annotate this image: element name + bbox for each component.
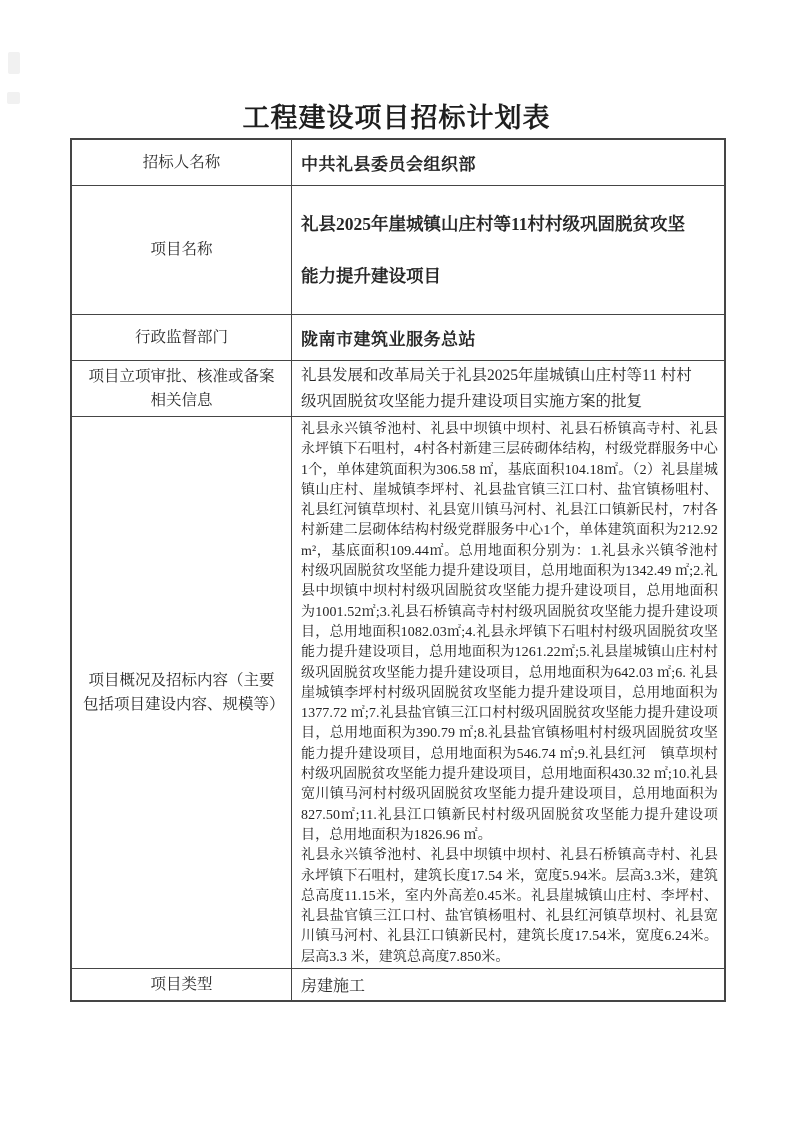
bidder-name-text: 中共礼县委员会组织部 [301, 155, 476, 174]
row-value [292, 361, 724, 416]
row-value [292, 186, 724, 314]
row-value [292, 969, 724, 1000]
scan-artifact [8, 52, 20, 74]
row-label: 项目概况及招标内容（主要包括项目建设内容、规模等） [72, 417, 292, 968]
approval-info-line: 级巩固脱贫攻坚能力提升建设项目实施方案的批复 [301, 392, 643, 410]
bidding-plan-table [70, 138, 726, 1002]
row-label: 项目类型 [72, 969, 292, 1000]
table-row-project-type [72, 968, 724, 1000]
row-label: 项目立项审批、核准或备案相关信息 [72, 361, 292, 416]
row-label: 项目名称 [72, 186, 292, 314]
page-title: 工程建设项目招标计划表 [242, 103, 551, 133]
table-row-bidder-name [72, 140, 724, 185]
row-value [292, 417, 724, 968]
supervisory-dept-text: 陇南市建筑业服务总站 [301, 330, 476, 349]
table-row-project-name [72, 185, 724, 314]
project-name-line: 礼县2025年崖城镇山庄村等11村村级巩固脱贫攻坚 [301, 214, 686, 234]
overview-paragraph: 礼县永兴镇爷池村、礼县中坝镇中坝村、礼县石桥镇高寺村、礼县永坪镇下石咀村，4村各村新建三层砖砌体结构，村级党群服务中心1个，单体建筑面积为306.58 ㎡，基底面积104.18㎡。（2）礼县崖城镇山庄村、崖城镇李坪村、礼县盐官镇三江口村、盐官镇杨咀村、礼县红河镇草坝村、礼县宽川镇马河村、礼县江口镇新民村，7村各村新建二层砌体结构村级党群服务中心1个，单体建筑面积为212.92 m²，基底面积109.44㎡。总用地面积分别为：1.礼县永兴镇爷池村村级巩固脱贫攻坚能力提升建设项目，总用地面积为1342.49 ㎡;2.礼县中坝镇中坝村村级巩固脱贫攻坚能力提升建设项目，总用地面积为1001.52㎡;3.礼县石桥镇高寺村村级巩固脱贫攻坚能力提升建设项目，总用地面积1082.03㎡;4.礼县永坪镇下石咀村村级巩固脱贫攻坚能力提升建设项目，总用地面积为1261.22㎡;5.礼县崖城镇山庄村村级巩固脱贫攻坚能力提升建设项目，总用地面积为642.03 ㎡;6. 礼县崖城镇李坪村村级巩固脱贫攻坚能力提升建设项目，总用地面积为1377.72 ㎡;7.礼县盐官镇三江口村村级巩固脱贫攻坚能力提升建设项目，总用地面积为390.79 ㎡;8.礼县盐官镇杨咀村村级巩固脱贫攻坚能力提升建设项目，总用地面积为546.74 ㎡;9.礼县红河 镇草坝村村级巩固脱贫攻坚能力提升建设项目，总用地面积430.32 ㎡;10.礼县宽川镇马河村村级巩固脱贫攻坚能力提升建设项目，总用地面积为827.50㎡;11.礼县江口镇新民村村级巩固脱贫攻坚能力提升建设项目，总用地面积为1826.96 ㎡。 [301, 422, 718, 843]
row-value [292, 315, 724, 360]
row-value [292, 140, 724, 185]
overview-paragraph: 礼县永兴镇爷池村、礼县中坝镇中坝村、礼县石桥镇高寺村、礼县永坪镇下石咀村，建筑长度17.54 米，宽度5.94米。层高3.3米，建筑总高度11.15米，室内外高差0.45米。礼县崖城镇山庄村、李坪村、礼县盐官镇三江口村、盐官镇杨咀村、礼县红河镇草坝村、礼县宽川镇马河村、礼县江口镇新民村，建筑长度17.54米，宽度6.24米。层高3.3 米，建筑总高度7.850米。 [301, 848, 718, 965]
row-label: 行政监督部门 [72, 315, 292, 360]
project-type-text: 房建施工 [301, 978, 366, 995]
table-row-project-overview [72, 416, 724, 968]
table-row-supervisory-dept [72, 314, 724, 360]
row-label: 招标人名称 [72, 140, 292, 185]
table-row-approval-info [72, 360, 724, 416]
project-name-line: 能力提升建设项目 [301, 266, 441, 286]
approval-info-line: 礼县发展和改革局关于礼县2025年崖城镇山庄村等11 村村 [301, 366, 692, 384]
